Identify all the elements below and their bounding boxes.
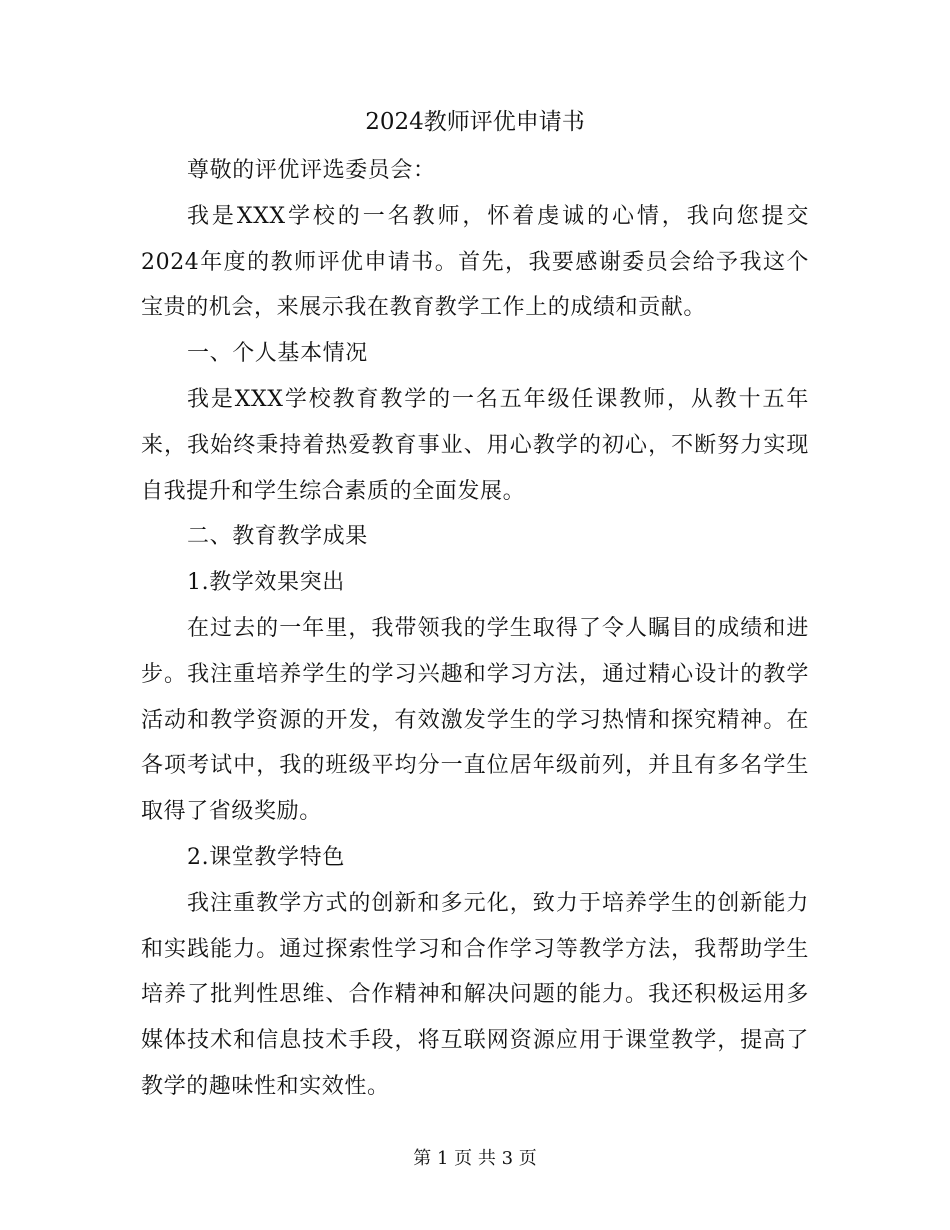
intro-paragraph: 我是XXX学校的一名教师，怀着虔诚的心情，我向您提交2024年度的教师评优申请书。首先，我要感谢委员会给予我这个宝贵的机会，来展示我在教育教学工作上的成绩和贡献。 — [141, 203, 809, 321]
basic-info-paragraph: 我是XXX学校教育教学的一名五年级任课教师，从教十五年来，我始终秉持着热爱教育事业、用心教学的初心，不断努力实现自我提升和学生综合素质的全面发展。 — [141, 386, 809, 504]
subheading-classroom-features: 2.课堂教学特色 — [187, 844, 345, 870]
document-body — [141, 148, 809, 1110]
teaching-effect-paragraph: 在过去的一年里，我带领我的学生取得了令人瞩目的成绩和进步。我注重培养学生的学习兴趣和学习方法，通过精心设计的教学活动和教学资源的开发，有效激发学生的学习热情和探究精神。在各项考试中，我的班级平均分一直位居年级前列，并且有多名学生取得了省级奖励。 — [141, 615, 809, 825]
page-footer: 第 1 页 共 3 页 — [413, 1148, 537, 1169]
classroom-features-paragraph: 我注重教学方式的创新和多元化，致力于培养学生的创新能力和实践能力。通过探索性学习和合作学习等教学方法，我帮助学生培养了批判性思维、合作精神和解决问题的能力。我还积极运用多媒体技术和信息技术手段，将互联网资源应用于课堂教学，提高了教学的趣味性和实效性。 — [141, 890, 809, 1099]
section-heading-achievements: 二、教育教学成果 — [187, 524, 368, 550]
document-title: 2024教师评优申请书 — [365, 109, 585, 135]
salutation: 尊敬的评优评选委员会： — [187, 158, 436, 183]
subheading-teaching-effect: 1.教学效果突出 — [187, 570, 345, 596]
section-heading-basic-info: 一、个人基本情况 — [187, 341, 368, 367]
